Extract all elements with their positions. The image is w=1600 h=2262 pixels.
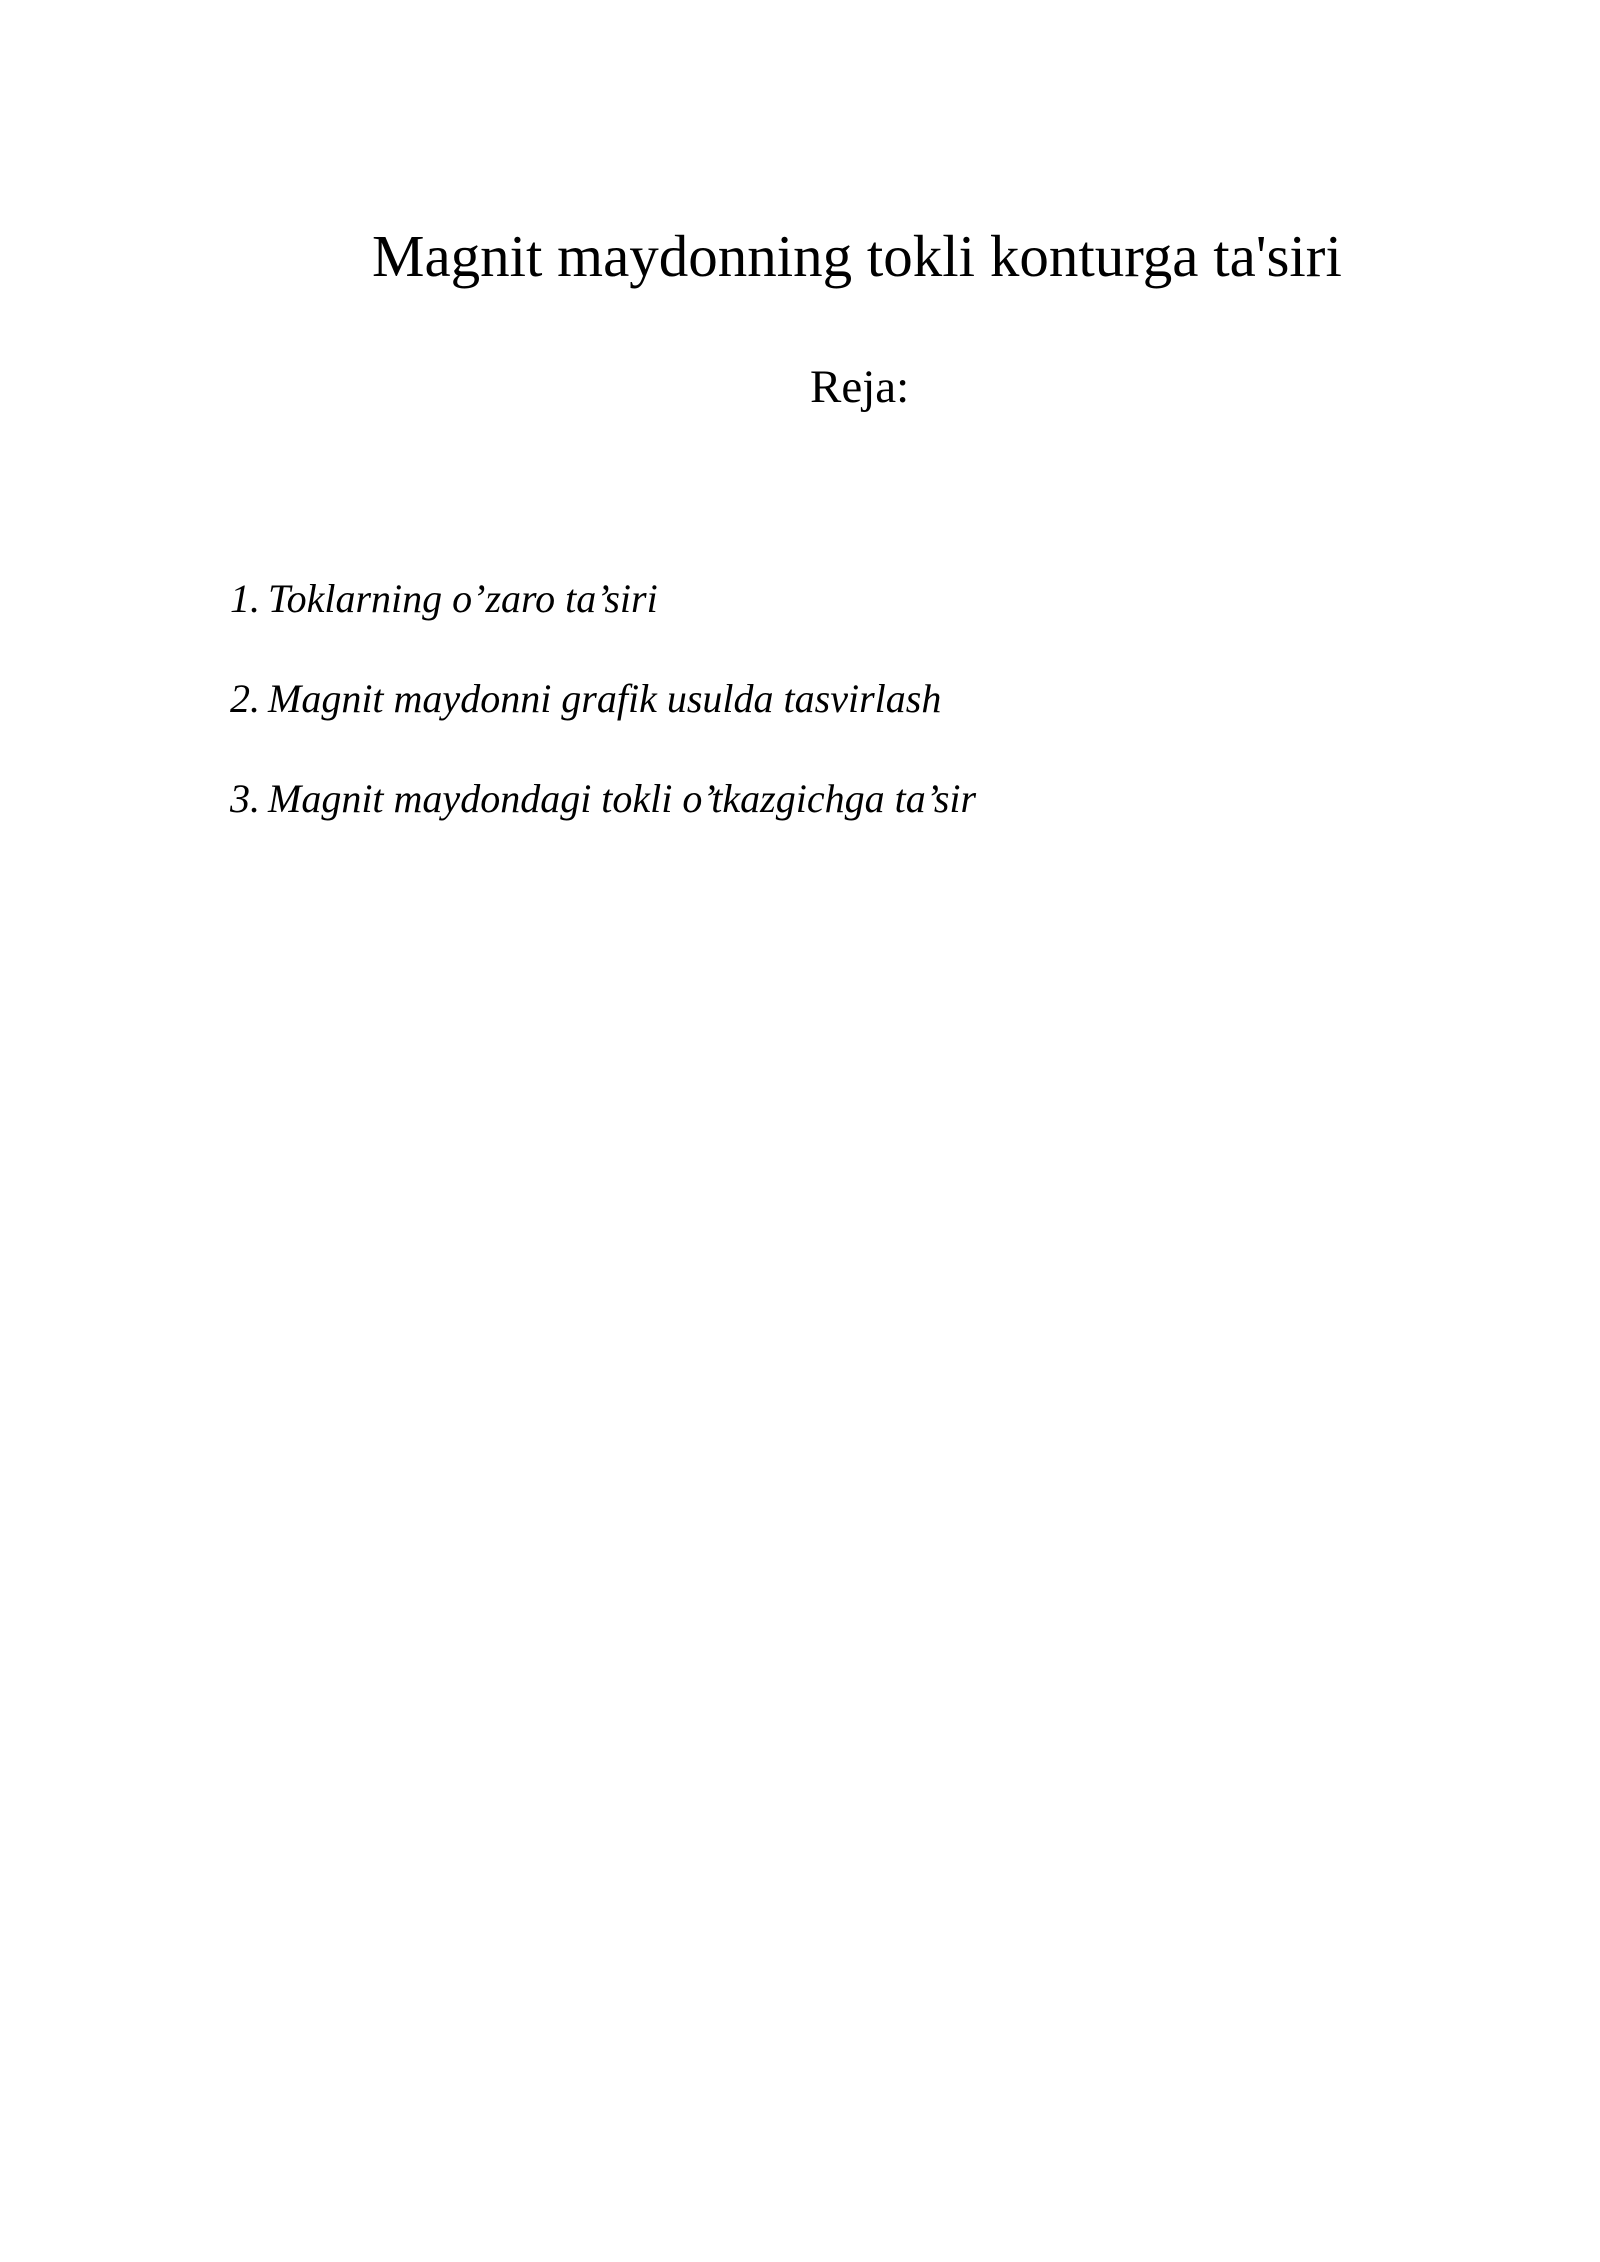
plan-item-number: 3. [230, 776, 260, 821]
plan-item-number: 2. [230, 676, 260, 721]
plan-item [230, 671, 976, 727]
plan-item-text: Magnit maydonni grafik usulda tasvirlash [268, 676, 942, 721]
plan-item-text: Toklarning o’zaro ta’siri [268, 576, 658, 621]
plan-item-number: 1. [230, 576, 260, 621]
plan-heading: Reja: [810, 361, 910, 413]
plan-item [230, 571, 976, 627]
page-title: Magnit maydonning tokli konturga ta'siri [372, 223, 1342, 289]
plan-item [230, 771, 976, 827]
plan-item-text: Magnit maydondagi tokli o’tkazgichga ta’sir [268, 776, 977, 821]
plan-list [230, 571, 976, 871]
